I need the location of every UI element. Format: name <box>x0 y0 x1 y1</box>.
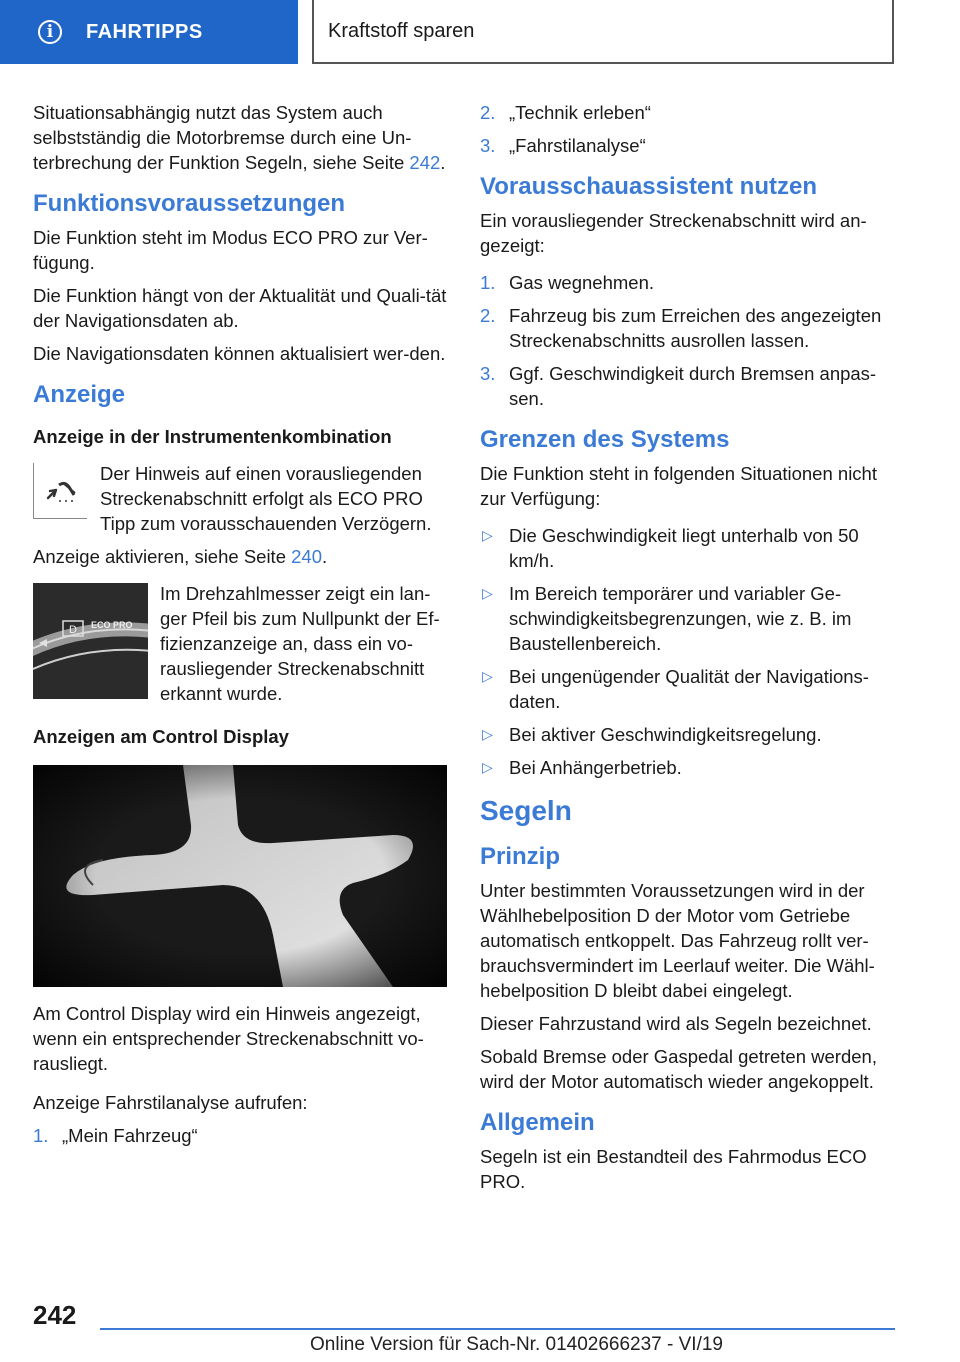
eco-pro-tip-text: Der Hinweis auf einen vorausliegenden Streckenabschnitt erfolgt als ECO PRO Tipp zum vorausschauenden Verzögern. <box>100 463 432 534</box>
paragraph: Die Funktion steht in folgenden Situationen nicht zur Verfügung: <box>480 463 877 509</box>
heading-prinzip: Prinzip <box>480 843 561 870</box>
triangle-bullet-icon: ▷ <box>482 527 493 543</box>
control-display-image <box>33 765 447 987</box>
paragraph: Die Funktion hängt von der Aktualität und Quali-tät der Navigationsdaten ab. <box>33 285 447 331</box>
cluster-mode-label: ECO PRO <box>91 620 133 630</box>
activate-paragraph: Anzeige aktivieren, siehe Seite 240. <box>33 546 328 567</box>
list-item <box>480 722 896 747</box>
list-item <box>33 1123 447 1148</box>
step-text: „Technik erleben“ <box>509 102 651 123</box>
page-link-240[interactable]: 240 <box>291 546 322 567</box>
triangle-bullet-icon: ▷ <box>482 726 493 742</box>
triangle-bullet-icon: ▷ <box>482 585 493 601</box>
heading-anzeige: Anzeige <box>33 381 126 408</box>
online-version-note: Online Version für Sach-Nr. 01402666237 - VI/19 <box>310 1334 723 1355</box>
cluster-gear-label: D <box>69 624 77 636</box>
heading-grenzen: Grenzen des Systems <box>480 426 730 453</box>
step-text: „Fahrstilanalyse“ <box>509 135 646 156</box>
list-item <box>480 755 896 780</box>
step-number: 2. <box>480 102 496 123</box>
paragraph: Anzeige Fahrstilanalyse aufrufen: <box>33 1092 308 1113</box>
list-item <box>480 664 896 714</box>
step-text: „Mein Fahrzeug“ <box>62 1125 198 1146</box>
bullet-text: Bei aktiver Geschwindigkeitsregelung. <box>509 724 822 745</box>
paragraph: Dieser Fahrzustand wird als Segeln bezeichnet. <box>480 1013 872 1034</box>
fahrstil-steps-left <box>33 1123 447 1148</box>
intro-paragraph: Situationsabhängig nutzt das System auch selbstständig die Motorbremse durch eine Un-terbrechung der Funktion Segeln, siehe Seite 242. <box>33 102 446 173</box>
paragraph: Die Navigationsdaten können aktualisiert wer-den. <box>33 343 446 364</box>
eco-pro-tip-row <box>33 461 447 536</box>
footer-divider <box>100 1328 895 1330</box>
bullet-text: Im Bereich temporärer und variabler Ge-schwindigkeitsbegrenzungen, wie z. B. im Baustellenbereich. <box>509 583 852 654</box>
tachometer-text: Im Drehzahlmesser zeigt ein lan-ger Pfeil bis zum Nullpunkt der Ef-fizienzanzeige an, dass ein vo-rausliegender Streckenabschnitt erkannt wurde. <box>160 583 440 704</box>
heading-segeln: Segeln <box>480 795 572 826</box>
page-number: 242 <box>33 1300 77 1330</box>
section-label: FAHRTIPPS <box>86 20 203 43</box>
paragraph: Ein vorausliegender Streckenabschnitt wird an-gezeigt: <box>480 210 867 256</box>
list-item <box>480 100 896 125</box>
step-text: Gas wegnehmen. <box>509 272 655 293</box>
voraus-steps <box>480 270 896 411</box>
bullet-text: Die Geschwindigkeit liegt unterhalb von 50 km/h. <box>509 525 859 571</box>
step-text: Fahrzeug bis zum Erreichen des angezeigten Streckenabschnitts ausrollen lassen. <box>509 305 882 351</box>
left-column <box>33 100 447 1156</box>
heading-control-display: Anzeigen am Control Display <box>33 726 289 747</box>
heading-vorausschauassistent: Vorausschauassistent nutzen <box>480 173 817 200</box>
list-item <box>480 523 896 573</box>
step-number: 3. <box>480 135 496 156</box>
list-item <box>480 270 896 295</box>
bullet-text: Bei Anhängerbetrieb. <box>509 757 682 778</box>
page-link-242[interactable]: 242 <box>409 152 441 173</box>
list-item <box>480 303 896 353</box>
tachometer-image <box>33 583 148 699</box>
step-number: 3. <box>480 363 496 384</box>
paragraph: Die Funktion steht im Modus ECO PRO zur Ver-fügung. <box>33 227 428 273</box>
road-curve-warning-icon <box>33 463 87 519</box>
paragraph: Unter bestimmten Voraussetzungen wird in der Wählhebelposition D der Motor vom Getriebe automatisch entkoppelt. Das Fahrzeug rollt ver-brauchsvermindert im Leerlauf weiter. Die Wähl-hebelposition D bleibt dabei eingelegt. <box>480 880 875 1001</box>
tachometer-row <box>33 581 447 706</box>
step-number: 1. <box>33 1125 49 1146</box>
step-text: Ggf. Geschwindigkeit durch Bremsen anpas-sen. <box>509 363 877 409</box>
paragraph: Segeln ist ein Bestandteil des Fahrmodus ECO PRO. <box>480 1146 867 1192</box>
list-item <box>480 361 896 411</box>
triangle-bullet-icon: ▷ <box>482 759 493 775</box>
info-icon: i <box>38 20 62 44</box>
step-number: 2. <box>480 305 496 326</box>
grenzen-list <box>480 523 896 780</box>
fahrstil-steps-right <box>480 100 896 158</box>
intro-text: Situationsabhängig nutzt das System auch selbstständig die Motorbremse durch eine Un-terbrechung der Funktion Segeln, siehe <box>33 102 412 173</box>
heading-funktionsvoraussetzungen: Funktionsvoraussetzungen <box>33 190 346 217</box>
paragraph: Sobald Bremse oder Gaspedal getreten werden, wird der Motor automatisch wieder angekoppelt. <box>480 1046 877 1092</box>
page-title: Kraftstoff sparen <box>312 0 894 64</box>
section-tab[interactable] <box>0 0 298 64</box>
heading-allgemein: Allgemein <box>480 1109 595 1136</box>
step-number: 1. <box>480 272 496 293</box>
heading-instrumentenkombination: Anzeige in der Instrumentenkombination <box>33 426 392 447</box>
paragraph: Am Control Display wird ein Hinweis angezeigt, wenn ein entsprechender Streckenabschnitt vo-rausliegt. <box>33 1003 424 1074</box>
list-item <box>480 581 896 656</box>
triangle-bullet-icon: ▷ <box>482 668 493 684</box>
right-column <box>480 100 896 1202</box>
list-item <box>480 133 896 158</box>
intro-seite: Seite <box>362 152 405 173</box>
activate-text: Anzeige aktivieren, siehe Seite <box>33 546 286 567</box>
bullet-text: Bei ungenügender Qualität der Navigations-daten. <box>509 666 869 712</box>
